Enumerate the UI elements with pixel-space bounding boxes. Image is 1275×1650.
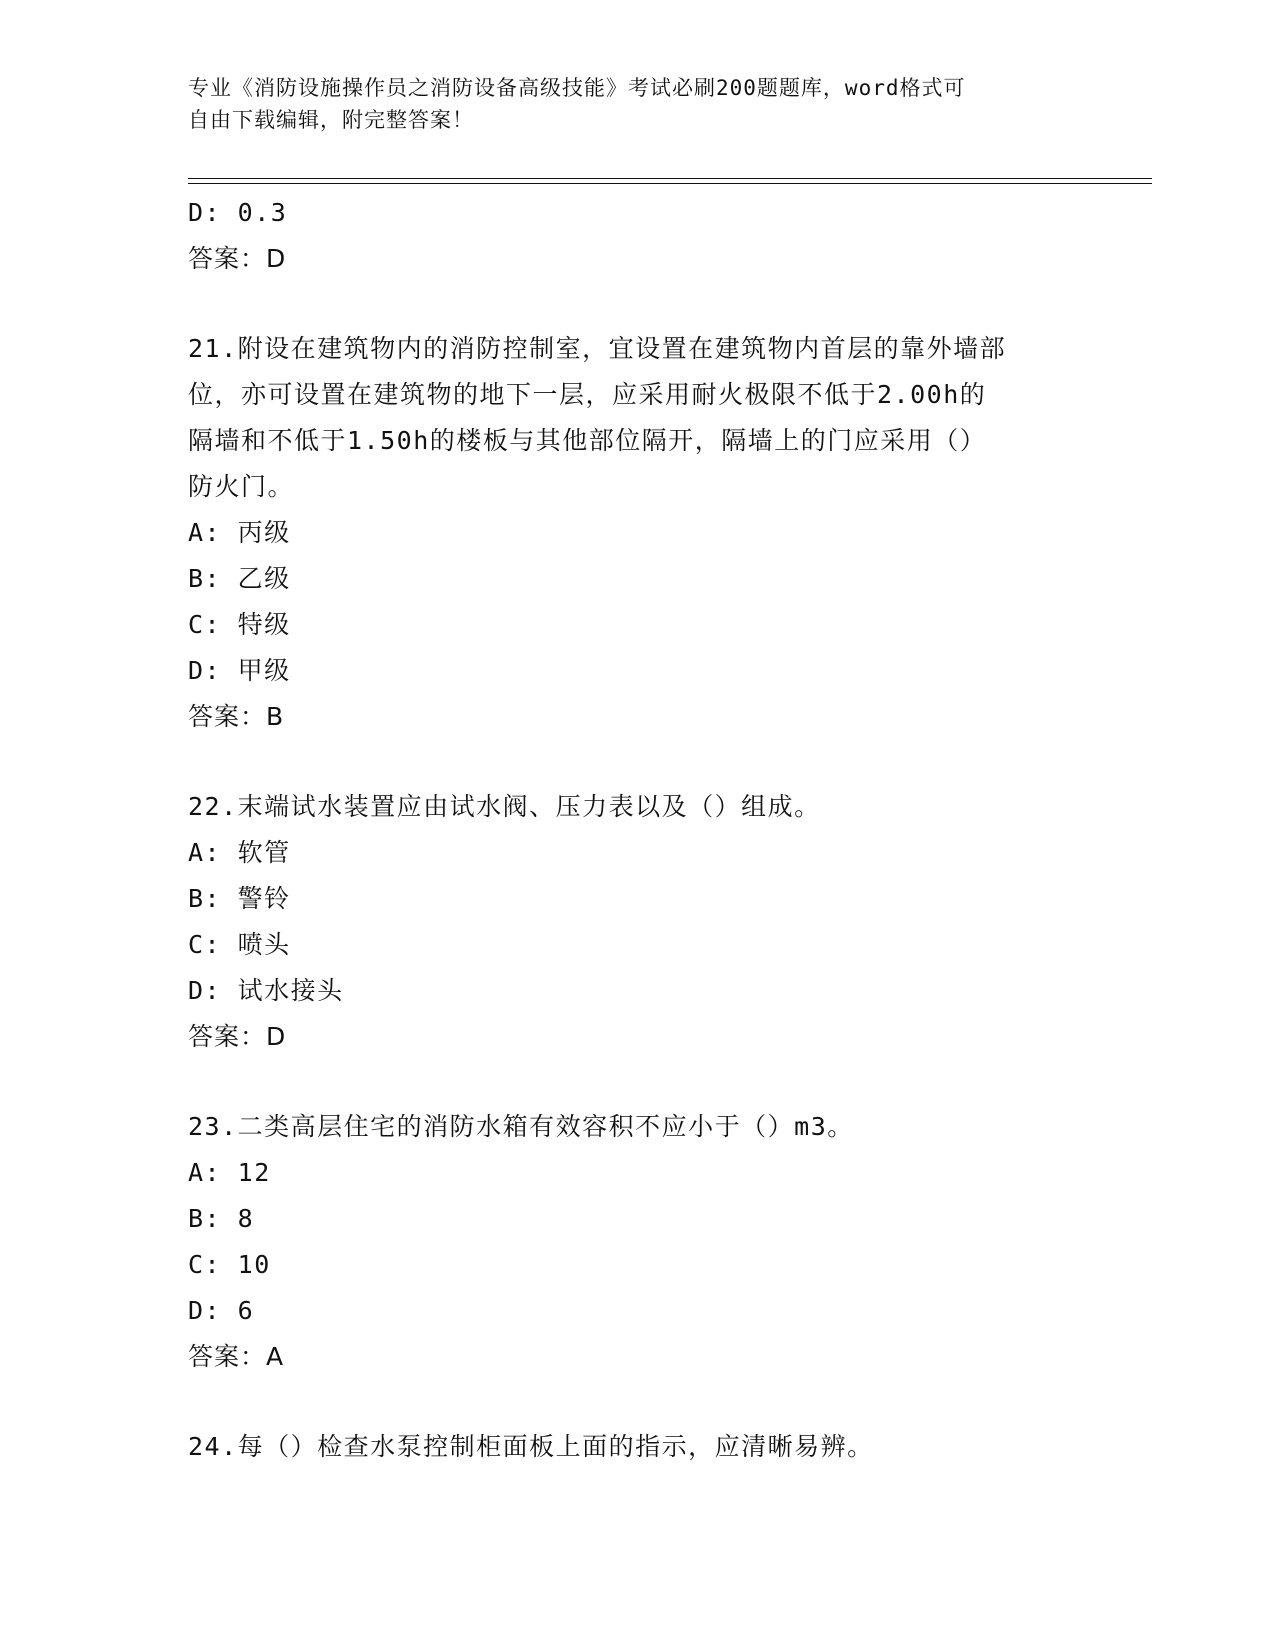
header-title-line-2: 自由下载编辑，附完整答案！ [188, 108, 474, 132]
option-a: A: 软管 [188, 838, 291, 867]
question-stem-line: 23.二类高层住宅的消防水箱有效容积不应小于（）m3。 [188, 1112, 854, 1141]
answer-line: 答案：A [188, 1342, 285, 1371]
question-20-fragment [188, 190, 1088, 282]
header-divider-top [188, 178, 1152, 179]
option-b: B: 警铃 [188, 884, 291, 913]
option-d: D: 试水接头 [188, 976, 344, 1005]
answer-line: 答案：B [188, 702, 285, 731]
question-stem-line: 防火门。 [188, 472, 295, 501]
answer-line: 答案：D [188, 244, 287, 273]
page-header [188, 72, 1088, 136]
option-a: A: 12 [188, 1158, 271, 1187]
question-23 [188, 1104, 1088, 1380]
spacer [188, 1380, 1088, 1424]
spacer [188, 282, 1088, 326]
option-b: B: 8 [188, 1204, 255, 1233]
option-c: C: 特级 [188, 610, 291, 639]
answer-line: 答案：D [188, 1022, 287, 1051]
question-stem-line: 22.末端试水装置应由试水阀、压力表以及（）组成。 [188, 792, 821, 821]
question-stem-line: 隔墙和不低于1.50h的楼板与其他部位隔开，隔墙上的门应采用（） [188, 426, 987, 455]
header-divider-bottom [188, 183, 1152, 184]
question-22 [188, 784, 1088, 1060]
header-title-line-1: 专业《消防设施操作员之消防设备高级技能》考试必刷200题题库，word格式可 [188, 76, 966, 100]
question-stem-line: 24.每（）检查水泵控制柜面板上面的指示，应清晰易辨。 [188, 1432, 874, 1461]
option-c: C: 10 [188, 1250, 271, 1279]
spacer [188, 1060, 1088, 1104]
question-stem-line: 位，亦可设置在建筑物的地下一层，应采用耐火极限不低于2.00h的 [188, 380, 987, 409]
question-24 [188, 1424, 1088, 1470]
option-a: A: 丙级 [188, 518, 291, 547]
option-d: D: 甲级 [188, 656, 291, 685]
spacer [188, 740, 1088, 784]
question-stem-line: 21.附设在建筑物内的消防控制室，宜设置在建筑物内首层的靠外墙部 [188, 334, 1007, 363]
option-d: D: 6 [188, 1296, 255, 1325]
question-list [188, 190, 1088, 1470]
option-d: D: 0.3 [188, 198, 288, 227]
question-21 [188, 326, 1088, 740]
option-c: C: 喷头 [188, 930, 291, 959]
option-b: B: 乙级 [188, 564, 291, 593]
